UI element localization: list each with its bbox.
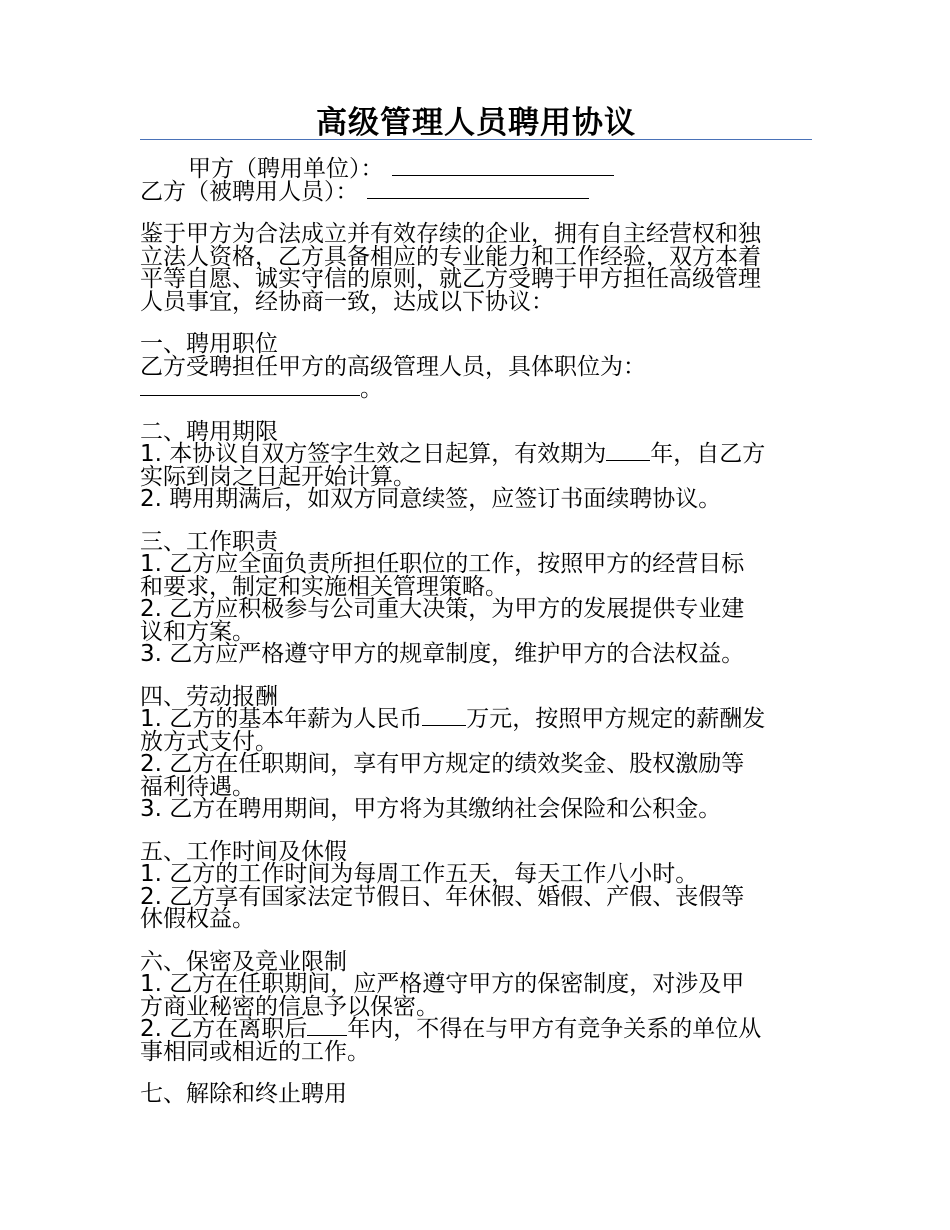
preamble-line: 立法人资格，乙方具备相应的专业能力和工作经验，双方本着 — [140, 243, 761, 270]
clause-line: 放方式支付。 — [140, 728, 278, 755]
clause-text: 1. 本协议自双方签字生效之日起算，有效期为 — [140, 441, 607, 467]
clause-line: 3. 乙方应严格遵守甲方的规章制度，维护甲方的合法权益。 — [140, 641, 745, 667]
clause-line — [140, 443, 812, 466]
party-a-label: 甲方（聘用单位）： — [188, 156, 384, 182]
clause-text: 1. 乙方的基本年薪为人民币 — [140, 706, 423, 732]
position-blank — [140, 394, 360, 396]
salary-blank — [422, 724, 466, 726]
party-b-blank — [367, 197, 589, 199]
clause-line: 2. 乙方在任职期间，享有甲方规定的绩效奖金、股权激励等 — [140, 751, 745, 777]
preamble-line: 平等自愿、诚实守信的原则，就乙方受聘于甲方担任高级管理 — [140, 266, 761, 292]
party-a-blank — [392, 174, 614, 176]
clause-line: 乙方受聘担任甲方的高级管理人员，具体职位为： — [140, 353, 646, 380]
clause-line: 1. 乙方应全面负责所担任职位的工作，按照甲方的经营目标 — [140, 551, 745, 577]
section-heading: 七、解除和终止聘用 — [140, 1081, 347, 1107]
clause-line: 2. 聘用期满后，如双方同意续签，应签订书面续聘协议。 — [140, 486, 722, 512]
clause-line: 1. 乙方的工作时间为每周工作五天，每天工作八小时。 — [140, 861, 699, 887]
clause-line: 议和方案。 — [140, 618, 255, 645]
clause-text: 万元，按照甲方规定的薪酬发 — [466, 706, 766, 732]
clause-line: 休假权益。 — [140, 906, 255, 932]
clause-line: 实际到岗之日起开始计算。 — [140, 463, 416, 490]
noncompete-years-blank — [307, 1034, 347, 1036]
section-heading: 六、保密及竞业限制 — [140, 948, 347, 975]
clause-text: 2. 乙方在离职后 — [140, 1016, 308, 1042]
clause-line: 事相同或相近的工作。 — [140, 1038, 370, 1065]
clause-line: 和要求，制定和实施相关管理策略。 — [140, 573, 508, 600]
section-heading: 二、聘用期限 — [140, 418, 278, 445]
clause-line: 福利待遇。 — [140, 773, 255, 800]
clause-line: 2. 乙方应积极参与公司重大决策，为甲方的发展提供专业建 — [140, 596, 745, 622]
clause-line — [140, 1018, 812, 1041]
clause-line: 方商业秘密的信息予以保密。 — [140, 993, 439, 1020]
section-heading: 三、工作职责 — [140, 528, 278, 555]
clause-text: 年，自乙方 — [650, 441, 766, 467]
section-heading: 五、工作时间及休假 — [140, 838, 347, 865]
party-b-label: 乙方（被聘用人员）： — [140, 178, 359, 205]
preamble-line: 鉴于甲方为合法成立并有效存续的企业，拥有自主经营权和独 — [140, 221, 761, 247]
term-years-blank — [606, 459, 650, 461]
clause-line: 1. 乙方在任职期间，应严格遵守甲方的保密制度，对涉及甲 — [140, 971, 745, 997]
party-a-line — [140, 158, 812, 181]
clause-line — [140, 708, 812, 731]
clause-text: 年内，不得在与甲方有竞争关系的单位从 — [347, 1016, 762, 1042]
clause-line-end: 。 — [360, 376, 383, 402]
clause-line: 3. 乙方在聘用期间，甲方将为其缴纳社会保险和公积金。 — [140, 796, 722, 822]
party-b-line — [140, 178, 812, 205]
document-page — [140, 104, 812, 1106]
preamble-line: 人员事宜，经协商一致，达成以下协议： — [140, 288, 554, 315]
section-heading: 一、聘用职位 — [140, 331, 278, 357]
section-heading: 四、劳动报酬 — [140, 683, 278, 710]
clause-line: 2. 乙方享有国家法定节假日、年休假、婚假、产假、丧假等 — [140, 883, 745, 910]
clause-line — [140, 378, 812, 401]
document-title: 高级管理人员聘用协议 — [316, 105, 636, 141]
